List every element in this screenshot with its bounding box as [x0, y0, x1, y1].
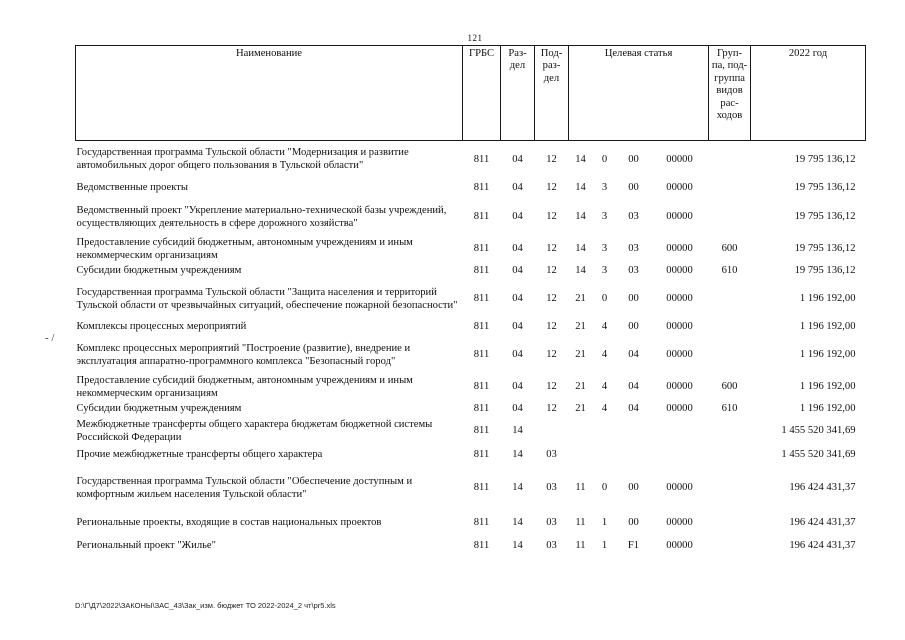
- row-target-program: [569, 445, 593, 467]
- table-row: [76, 375, 866, 401]
- table-row: [76, 141, 866, 179]
- row-expense-group: 610: [721, 265, 738, 277]
- row-name: Региональные проекты, входящие в состав национальных проектов: [76, 517, 382, 529]
- row-name: Государственная программа Тульской области "Обеспечение доступным и комфортным жильем населения Тульской области": [76, 476, 413, 500]
- row-razdel: 04: [512, 381, 523, 393]
- row-expense-group: [709, 511, 751, 537]
- row-target-direction: [651, 419, 709, 445]
- row-target-direction: 00000: [666, 403, 693, 415]
- row-razdel: 04: [512, 153, 523, 165]
- row-grbs: 811: [473, 153, 490, 165]
- row-target-direction: 00000: [666, 381, 693, 393]
- row-expense-group: [709, 537, 751, 557]
- row-razdel: 04: [512, 321, 523, 333]
- table-row: [76, 179, 866, 199]
- row-name: Предоставление субсидий бюджетным, автономным учреждениям и иным некоммерческим организациям: [76, 375, 413, 399]
- row-target-subprogram: 4: [601, 349, 608, 361]
- row-amount: 1 196 192,00: [799, 293, 856, 305]
- header-year: 2022 год: [751, 46, 866, 141]
- row-target-direction: 00000: [666, 153, 693, 165]
- table-row: [76, 319, 866, 337]
- row-podrazdel: 03: [546, 449, 557, 461]
- row-razdel: 04: [512, 349, 523, 361]
- row-amount: 196 424 431,37: [789, 540, 856, 552]
- row-target-subprogram: [593, 419, 617, 445]
- row-razdel: 14: [512, 449, 523, 461]
- row-expense-group: [709, 141, 751, 179]
- row-target-event: 03: [628, 243, 639, 255]
- row-expense-group: [709, 199, 751, 237]
- row-target-event: 04: [628, 349, 639, 361]
- row-target-subprogram: 4: [601, 321, 608, 333]
- row-amount: 1 455 520 341,69: [781, 425, 856, 437]
- row-target-event: 03: [628, 265, 639, 277]
- row-expense-group: 610: [721, 403, 738, 415]
- row-target-subprogram: 3: [601, 243, 608, 255]
- row-target-program: 11: [575, 540, 586, 552]
- row-podrazdel: 12: [546, 243, 557, 255]
- row-amount: 1 196 192,00: [799, 321, 856, 333]
- margin-mark: - /: [45, 332, 55, 344]
- table-row: [76, 445, 866, 467]
- header-name: Наименование: [76, 46, 463, 141]
- row-amount: 196 424 431,37: [789, 482, 856, 494]
- row-grbs: 811: [473, 321, 490, 333]
- row-target-direction: 00000: [666, 243, 693, 255]
- row-target-direction: 00000: [666, 517, 693, 529]
- header-row: [76, 46, 866, 141]
- row-target-program: 14: [575, 211, 586, 223]
- row-name: Субсидии бюджетным учреждениям: [76, 265, 242, 277]
- row-razdel: 04: [512, 182, 523, 194]
- row-podrazdel: 12: [546, 265, 557, 277]
- row-amount: 19 795 136,12: [794, 265, 856, 277]
- row-name: Ведомственные проекты: [76, 182, 188, 194]
- row-expense-group: 600: [721, 381, 738, 393]
- row-expense-group: [709, 319, 751, 337]
- row-podrazdel: 12: [546, 349, 557, 361]
- row-target-program: 14: [575, 265, 586, 277]
- row-grbs: 811: [473, 381, 490, 393]
- row-target-program: 21: [575, 321, 586, 333]
- row-podrazdel: 12: [546, 211, 557, 223]
- row-name: Предоставление субсидий бюджетным, автономным учреждениям и иным некоммерческим организациям: [76, 237, 413, 261]
- row-target-event: [617, 445, 651, 467]
- row-grbs: 811: [473, 449, 490, 461]
- row-grbs: 811: [473, 243, 490, 255]
- row-razdel: 04: [512, 403, 523, 415]
- header-podrazdel: Под- раз- дел: [535, 46, 569, 141]
- header-razdel: Раз- дел: [501, 46, 535, 141]
- budget-table: [75, 45, 866, 557]
- row-amount: 19 795 136,12: [794, 211, 856, 223]
- row-grbs: 811: [473, 293, 490, 305]
- row-target-subprogram: 4: [601, 403, 608, 415]
- row-target-subprogram: 0: [601, 482, 608, 494]
- table-row: [76, 263, 866, 281]
- row-target-program: 11: [575, 482, 586, 494]
- row-razdel: 14: [512, 540, 523, 552]
- row-target-event: [617, 419, 651, 445]
- row-name: Межбюджетные трансферты общего характера бюджетам бюджетной системы Российской Федерации: [76, 419, 433, 443]
- row-podrazdel: 03: [546, 517, 557, 529]
- table-row: [76, 419, 866, 445]
- table-row: [76, 511, 866, 537]
- row-podrazdel: 12: [546, 403, 557, 415]
- row-grbs: 811: [473, 517, 490, 529]
- row-target-event: 00: [628, 517, 639, 529]
- row-target-direction: 00000: [666, 293, 693, 305]
- row-name: Комплексы процессных мероприятий: [76, 321, 247, 333]
- row-name: Прочие межбюджетные трансферты общего характера: [76, 449, 323, 461]
- row-target-direction: 00000: [666, 349, 693, 361]
- row-grbs: 811: [473, 265, 490, 277]
- row-name: Региональный проект "Жилье": [76, 540, 216, 552]
- row-target-event: 03: [628, 211, 639, 223]
- row-target-direction: 00000: [666, 265, 693, 277]
- row-expense-group: [709, 337, 751, 375]
- file-path-footer: D:\Г\Д7\2022\ЗАКОНЫ\ЗАС_43\Зак_изм. бюджет ТО 2022-2024_2 чт\pr5.xls: [75, 601, 336, 610]
- row-podrazdel: 12: [546, 381, 557, 393]
- row-amount: 1 455 520 341,69: [781, 449, 856, 461]
- row-name: Ведомственный проект "Укрепление материально-технической базы учреждений, осуществляющих деятельность в сфере дорожного хозяйства": [76, 205, 447, 229]
- row-razdel: 14: [512, 482, 523, 494]
- row-target-event: 04: [628, 403, 639, 415]
- row-grbs: 811: [473, 211, 490, 223]
- row-name: Комплекс процессных мероприятий "Построение (развитие), внедрение и эксплуатация аппаратно-программного комплекса "Безопасный город": [76, 343, 411, 367]
- row-grbs: 811: [473, 540, 490, 552]
- row-podrazdel: 12: [546, 153, 557, 165]
- table-row: [76, 281, 866, 319]
- row-target-subprogram: 3: [601, 211, 608, 223]
- row-target-event: 04: [628, 381, 639, 393]
- table-row: [76, 537, 866, 557]
- row-target-direction: [651, 445, 709, 467]
- row-target-program: 14: [575, 182, 586, 194]
- row-amount: 19 795 136,12: [794, 153, 856, 165]
- row-target-direction: 00000: [666, 540, 693, 552]
- row-podrazdel: 12: [546, 321, 557, 333]
- row-target-program: 21: [575, 381, 586, 393]
- row-target-program: 21: [575, 293, 586, 305]
- row-razdel: 04: [512, 211, 523, 223]
- row-name: Государственная программа Тульской области "Модернизация и развитие автомобильных дорог общего пользования в Тульской области": [76, 147, 409, 171]
- row-target-subprogram: 1: [601, 517, 608, 529]
- row-podrazdel: 12: [546, 293, 557, 305]
- row-expense-group: 600: [721, 243, 738, 255]
- row-target-program: 11: [575, 517, 586, 529]
- row-razdel: 04: [512, 293, 523, 305]
- row-grbs: 811: [473, 182, 490, 194]
- row-target-event: 00: [628, 293, 639, 305]
- row-razdel: 04: [512, 243, 523, 255]
- row-grbs: 811: [473, 482, 490, 494]
- row-target-program: 21: [575, 349, 586, 361]
- row-podrazdel: 12: [546, 182, 557, 194]
- table-row: [76, 237, 866, 263]
- row-grbs: 811: [473, 349, 490, 361]
- row-amount: 19 795 136,12: [794, 243, 856, 255]
- row-podrazdel: 03: [546, 482, 557, 494]
- row-target-program: 14: [575, 153, 586, 165]
- row-amount: 1 196 192,00: [799, 349, 856, 361]
- row-target-subprogram: 3: [601, 265, 608, 277]
- row-target-event: 00: [628, 182, 639, 194]
- row-target-program: 14: [575, 243, 586, 255]
- row-expense-group: [709, 419, 751, 445]
- row-expense-group: [709, 467, 751, 511]
- row-target-direction: 00000: [666, 482, 693, 494]
- row-target-subprogram: 4: [601, 381, 608, 393]
- row-podrazdel: [535, 419, 569, 445]
- row-target-subprogram: 0: [601, 153, 608, 165]
- row-expense-group: [709, 179, 751, 199]
- row-target-direction: 00000: [666, 211, 693, 223]
- row-target-direction: 00000: [666, 182, 693, 194]
- row-target-program: [569, 419, 593, 445]
- row-razdel: 14: [512, 517, 523, 529]
- row-target-subprogram: 3: [601, 182, 608, 194]
- row-expense-group: [709, 445, 751, 467]
- row-podrazdel: 03: [546, 540, 557, 552]
- row-amount: 1 196 192,00: [799, 403, 856, 415]
- row-amount: 19 795 136,12: [794, 182, 856, 194]
- row-target-subprogram: 1: [601, 540, 608, 552]
- row-razdel: 14: [512, 425, 523, 437]
- row-grbs: 811: [473, 403, 490, 415]
- row-target-event: 00: [628, 482, 639, 494]
- row-target-event: 00: [628, 153, 639, 165]
- header-expense-group: Груп- па, под- группа видов рас- ходов: [709, 46, 751, 141]
- row-razdel: 04: [512, 265, 523, 277]
- row-target-event: F1: [627, 540, 640, 552]
- row-target-event: 00: [628, 321, 639, 333]
- table-row: [76, 467, 866, 511]
- table-row: [76, 401, 866, 419]
- row-target-direction: 00000: [666, 321, 693, 333]
- row-target-subprogram: 0: [601, 293, 608, 305]
- table-row: [76, 199, 866, 237]
- row-name: Субсидии бюджетным учреждениям: [76, 403, 242, 415]
- row-amount: 1 196 192,00: [799, 381, 856, 393]
- row-grbs: 811: [473, 425, 490, 437]
- row-amount: 196 424 431,37: [789, 517, 856, 529]
- header-target-article: Целевая статья: [569, 46, 709, 141]
- page-number: 121: [467, 33, 483, 43]
- row-target-program: 21: [575, 403, 586, 415]
- row-target-subprogram: [593, 445, 617, 467]
- table-row: [76, 337, 866, 375]
- header-grbs: ГРБС: [463, 46, 501, 141]
- row-name: Государственная программа Тульской области "Защита населения и территорий Тульской области от чрезвычайных ситуаций, обеспечение пожарной безопасности": [76, 287, 458, 311]
- row-expense-group: [709, 281, 751, 319]
